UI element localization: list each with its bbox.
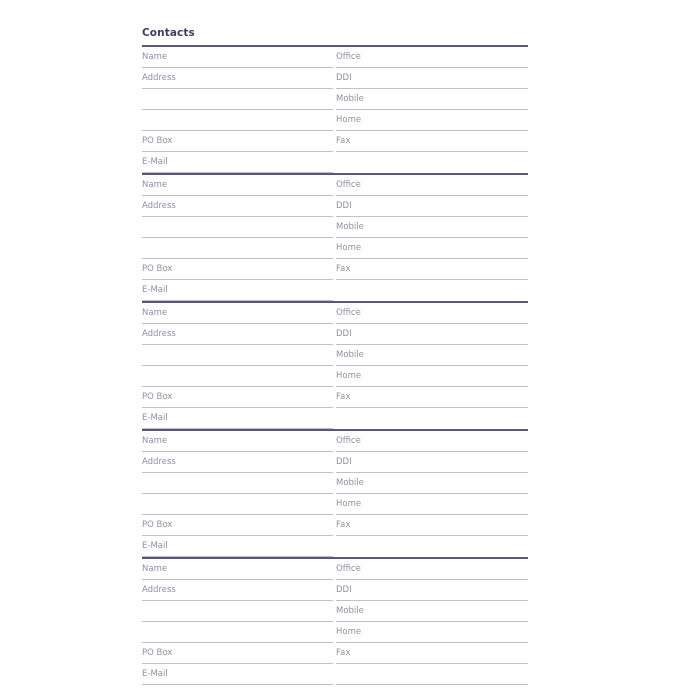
field-mobile[interactable]: Mobile (336, 601, 528, 622)
contacts-page (142, 26, 528, 685)
field-po-box[interactable]: PO Box (142, 643, 333, 664)
field-name[interactable]: Name (142, 47, 333, 68)
field-address[interactable]: Address (142, 196, 333, 217)
field-address[interactable]: Address (142, 324, 333, 345)
field-po-box[interactable]: PO Box (142, 387, 333, 408)
contact-row (142, 259, 528, 280)
blank-space (336, 536, 528, 557)
contact-block (142, 557, 528, 685)
blank-space (336, 664, 528, 685)
contact-row (142, 152, 528, 173)
contact-row (142, 366, 528, 387)
field-po-box[interactable]: PO Box (142, 131, 333, 152)
blank-space (336, 408, 528, 429)
contact-blocks (142, 45, 528, 685)
field-address-line[interactable] (142, 345, 333, 366)
contact-row (142, 536, 528, 557)
contact-row (142, 280, 528, 301)
field-ddi[interactable]: DDI (336, 196, 528, 217)
blank-space (336, 280, 528, 301)
field-office[interactable]: Office (336, 559, 528, 580)
field-fax[interactable]: Fax (336, 387, 528, 408)
contact-row (142, 580, 528, 601)
field-address[interactable]: Address (142, 68, 333, 89)
field-mobile[interactable]: Mobile (336, 217, 528, 238)
field-name[interactable]: Name (142, 175, 333, 196)
contact-row (142, 559, 528, 580)
field-mobile[interactable]: Mobile (336, 473, 528, 494)
contact-row (142, 643, 528, 664)
field-e-mail[interactable]: E-Mail (142, 280, 333, 301)
field-ddi[interactable]: DDI (336, 68, 528, 89)
contact-block (142, 45, 528, 173)
contact-row (142, 601, 528, 622)
field-name[interactable]: Name (142, 559, 333, 580)
contact-row (142, 345, 528, 366)
field-address-line[interactable] (142, 366, 333, 387)
contact-row (142, 196, 528, 217)
field-fax[interactable]: Fax (336, 259, 528, 280)
field-e-mail[interactable]: E-Mail (142, 664, 333, 685)
field-home[interactable]: Home (336, 238, 528, 259)
contact-row (142, 387, 528, 408)
contact-block (142, 429, 528, 557)
field-home[interactable]: Home (336, 366, 528, 387)
field-address-line[interactable] (142, 494, 333, 515)
field-address[interactable]: Address (142, 580, 333, 601)
contact-row (142, 408, 528, 429)
field-address-line[interactable] (142, 601, 333, 622)
field-home[interactable]: Home (336, 110, 528, 131)
field-mobile[interactable]: Mobile (336, 345, 528, 366)
field-address-line[interactable] (142, 89, 333, 110)
field-ddi[interactable]: DDI (336, 452, 528, 473)
field-e-mail[interactable]: E-Mail (142, 536, 333, 557)
field-home[interactable]: Home (336, 494, 528, 515)
field-fax[interactable]: Fax (336, 643, 528, 664)
blank-space (336, 152, 528, 173)
field-ddi[interactable]: DDI (336, 580, 528, 601)
field-name[interactable]: Name (142, 431, 333, 452)
contact-row (142, 431, 528, 452)
contact-row (142, 473, 528, 494)
contact-row (142, 664, 528, 685)
field-ddi[interactable]: DDI (336, 324, 528, 345)
field-address-line[interactable] (142, 110, 333, 131)
contact-row (142, 47, 528, 68)
contact-row (142, 494, 528, 515)
contact-row (142, 452, 528, 473)
contact-row (142, 110, 528, 131)
field-e-mail[interactable]: E-Mail (142, 408, 333, 429)
field-e-mail[interactable]: E-Mail (142, 152, 333, 173)
contact-block (142, 301, 528, 429)
field-office[interactable]: Office (336, 47, 528, 68)
field-fax[interactable]: Fax (336, 131, 528, 152)
contact-row (142, 68, 528, 89)
field-address-line[interactable] (142, 473, 333, 494)
contact-row (142, 324, 528, 345)
contact-row (142, 238, 528, 259)
field-fax[interactable]: Fax (336, 515, 528, 536)
field-office[interactable]: Office (336, 303, 528, 324)
field-po-box[interactable]: PO Box (142, 259, 333, 280)
field-address-line[interactable] (142, 622, 333, 643)
contact-row (142, 131, 528, 152)
field-office[interactable]: Office (336, 175, 528, 196)
contact-row (142, 622, 528, 643)
field-address-line[interactable] (142, 238, 333, 259)
field-home[interactable]: Home (336, 622, 528, 643)
contact-row (142, 89, 528, 110)
field-name[interactable]: Name (142, 303, 333, 324)
field-po-box[interactable]: PO Box (142, 515, 333, 536)
field-address[interactable]: Address (142, 452, 333, 473)
contact-row (142, 217, 528, 238)
contact-row (142, 303, 528, 324)
contact-row (142, 175, 528, 196)
page-title: Contacts (142, 27, 195, 39)
contact-block (142, 173, 528, 301)
field-office[interactable]: Office (336, 431, 528, 452)
field-address-line[interactable] (142, 217, 333, 238)
field-mobile[interactable]: Mobile (336, 89, 528, 110)
contact-row (142, 515, 528, 536)
